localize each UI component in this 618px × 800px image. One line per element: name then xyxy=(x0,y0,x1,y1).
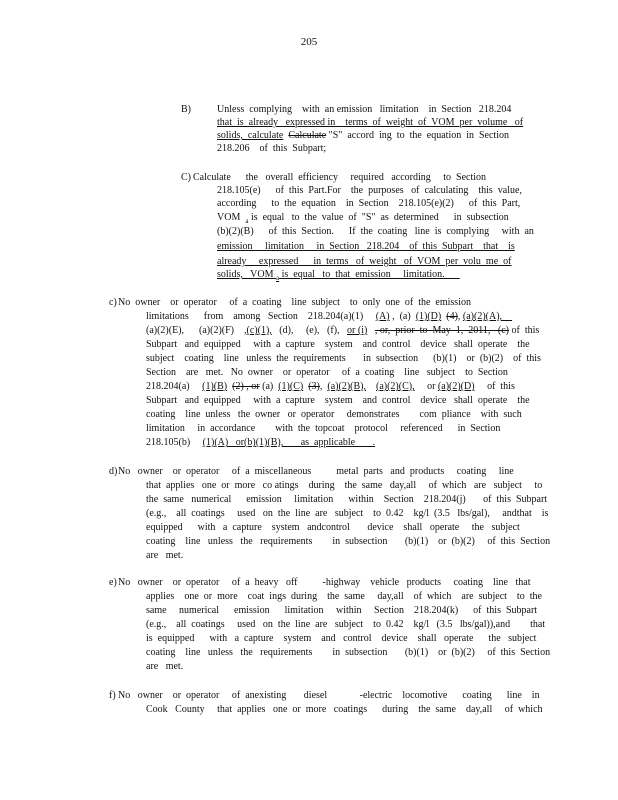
text-line xyxy=(146,381,515,393)
text-line xyxy=(146,661,183,673)
struck-text: (4) xyxy=(446,311,458,322)
text-line xyxy=(118,690,540,702)
text-line xyxy=(217,226,534,238)
text-line xyxy=(146,437,375,449)
section-label: B) xyxy=(181,104,191,115)
text-run: No owner or operator of anexisting diesel -electric locomotive coating line in xyxy=(118,690,540,701)
text-run: applies one or more coat ings during the same day,all of which are subject to the xyxy=(146,591,542,602)
text-run: , xyxy=(319,381,328,392)
text-run: VOM xyxy=(217,212,246,223)
text-line xyxy=(118,577,531,589)
text-run: (a)(2)(E), (a)(2)(F) , xyxy=(146,325,247,336)
text-line xyxy=(217,130,509,142)
text-run: of this xyxy=(509,325,540,336)
struck-text: (2) , or xyxy=(232,381,260,392)
underlined-text: (a)(2)(C), xyxy=(375,381,415,392)
text-run: according to the equation in Section 218.105(e)(2) of this Part, xyxy=(217,198,521,209)
underlined-text: that is already expressed in terms of weight of VOM per volume of xyxy=(217,117,524,128)
underlined-text: (a)(2)(A), xyxy=(462,311,513,322)
text-run: is equal to the value of "S" as determined in subsection xyxy=(248,212,509,223)
text-line xyxy=(217,198,520,210)
underlined-text: (1)(D) xyxy=(415,311,442,322)
text-line xyxy=(217,143,326,155)
text-line xyxy=(217,241,515,253)
text-run: (a) xyxy=(259,381,279,392)
section-label: c) xyxy=(109,297,117,308)
text-line xyxy=(146,311,512,323)
text-run: is equipped with a capture system and control device shall operate the subject xyxy=(146,633,537,644)
text-run: No owner or operator of a miscellaneous metal parts and products coating line xyxy=(118,466,514,477)
text-line xyxy=(118,297,471,309)
text-run: (e.g., all coatings used on the line are subject to 0.42 kg/l (3.5 lbs/gal)),and that xyxy=(146,619,546,630)
text-line xyxy=(146,494,547,506)
text-line xyxy=(146,619,545,631)
text-run xyxy=(367,325,375,336)
struck-text: (3) xyxy=(308,381,320,392)
text-line xyxy=(217,269,460,284)
underlined-text: (a)(2)(D) xyxy=(437,381,475,392)
text-run: limitation in accordance with the topcoat protocol referenced in Section xyxy=(146,423,501,434)
text-run: Subpart and equipped with a capture system and control device shall operate the xyxy=(146,339,530,350)
text-line xyxy=(146,508,548,520)
text-run: 218.105(e) of this Part.For the purposes of calculating this value, xyxy=(217,185,522,196)
section-label: e) xyxy=(109,577,117,588)
text-run: (e.g., all coatings used on the line are subject to 0.42 kg/l (3.5 lbs/gal), andthat is xyxy=(146,508,549,519)
text-run: the same numerical emission limitation within Section 218.204(j) of this Subpart xyxy=(146,494,548,505)
underlined-text: already expressed in terms of weight of VOM per volu me of xyxy=(217,256,512,267)
text-line xyxy=(217,117,523,129)
text-run: coating line unless the requirements in subsection (b)(1) or (b)(2) of this Section xyxy=(146,536,551,547)
text-line xyxy=(217,185,522,197)
text-run: same numerical emission limitation within Section 218.204(k) of this Subpart xyxy=(146,605,538,616)
text-run: equipped with a capture system andcontrol device shall operate the subject xyxy=(146,522,520,533)
text-run: Unless complying with an emission limitation in Section 218.204 xyxy=(217,104,512,115)
text-run: or xyxy=(414,381,438,392)
text-run: limitations from among Section 218.204(a)(1) xyxy=(146,311,376,322)
text-run: are met. xyxy=(146,550,184,561)
text-run: Subpart and equipped with a capture system and control device shall operate the xyxy=(146,395,530,406)
struck-text: , or, prior to May 1, 2011, (c) xyxy=(374,325,510,336)
underlined-text: is equal to that emission limitation. xyxy=(279,269,460,280)
underlined-text: a xyxy=(276,274,280,282)
text-line xyxy=(146,522,520,534)
text-line xyxy=(146,339,530,351)
text-run: Calculate the overall efficiency required according to Section xyxy=(193,172,487,183)
text-line xyxy=(146,647,550,659)
underlined-text: or (i) xyxy=(347,325,368,336)
underlined-text: (A) xyxy=(375,311,390,322)
text-run xyxy=(366,381,376,392)
text-run: No owner or operator of a coating line subject to only one of the emission xyxy=(118,297,471,308)
section-label: d) xyxy=(109,466,118,477)
text-line xyxy=(217,212,509,227)
underlined-text: (1)(B) xyxy=(202,381,228,392)
underlined-text: (c)(1), xyxy=(246,325,272,336)
underlined-text: solids, calculate xyxy=(217,130,284,141)
text-run: are met. xyxy=(146,661,184,672)
section-label: f) xyxy=(109,690,116,701)
underlined-text: (1)(A) or(b)(1)(B), as applicable . xyxy=(202,437,376,448)
text-line xyxy=(146,536,550,548)
text-run: Cook County that applies one or more coatings during the same day,all of which xyxy=(146,704,543,715)
text-run: "S" accord ing to the equation in Section xyxy=(326,130,509,141)
text-line xyxy=(146,409,522,421)
text-line xyxy=(146,480,542,492)
text-run: a xyxy=(245,217,249,225)
text-line xyxy=(146,353,541,365)
text-line xyxy=(118,466,514,478)
struck-text: Calculate xyxy=(288,130,327,141)
text-line xyxy=(193,172,486,184)
text-run: , (a) xyxy=(389,311,416,322)
text-run: Section are met. No owner or operator of a coating line subject to Section xyxy=(146,367,508,378)
text-line xyxy=(146,633,536,645)
text-run: 218.204(a) xyxy=(146,381,203,392)
section-label: C) xyxy=(181,172,191,183)
underlined-text: emission limitation in Section 218.204 of this Subpart that is xyxy=(217,241,515,252)
text-line xyxy=(146,550,183,562)
text-line xyxy=(217,256,511,268)
text-run: of this xyxy=(474,381,515,392)
text-run: (b)(2)(B) of this Section. If the coating line is complying with an xyxy=(217,226,534,237)
text-run: (d), (e), (f), xyxy=(271,325,348,336)
text-run: subject coating line unless the requirements in subsection (b)(1) or (b)(2) of this xyxy=(146,353,541,364)
underlined-text: (1)(C) xyxy=(278,381,304,392)
text-run: , xyxy=(457,311,463,322)
text-line xyxy=(217,104,511,116)
text-line xyxy=(146,605,537,617)
text-run: 218.206 of this Subpart; xyxy=(217,143,327,154)
text-line xyxy=(146,704,543,716)
text-run: 218.105(b) xyxy=(146,437,203,448)
underlined-text: (a)(2)(B), xyxy=(327,381,366,392)
page-number: 205 xyxy=(300,36,318,48)
text-line xyxy=(146,325,539,337)
text-line xyxy=(146,591,542,603)
text-line xyxy=(146,423,500,435)
text-run: that applies one or more co atings during the same day,all of which are subject to xyxy=(146,480,543,491)
underlined-text: solids, VOM xyxy=(217,269,276,280)
text-run: coating line unless the requirements in subsection (b)(1) or (b)(2) of this Section xyxy=(146,647,551,658)
text-run: No owner or operator of a heavy off -highway vehicle products coating line that xyxy=(118,577,531,588)
text-line xyxy=(146,367,508,379)
text-run: coating line unless the owner or operator demonstrates com pliance with such xyxy=(146,409,522,420)
text-line xyxy=(146,395,530,407)
